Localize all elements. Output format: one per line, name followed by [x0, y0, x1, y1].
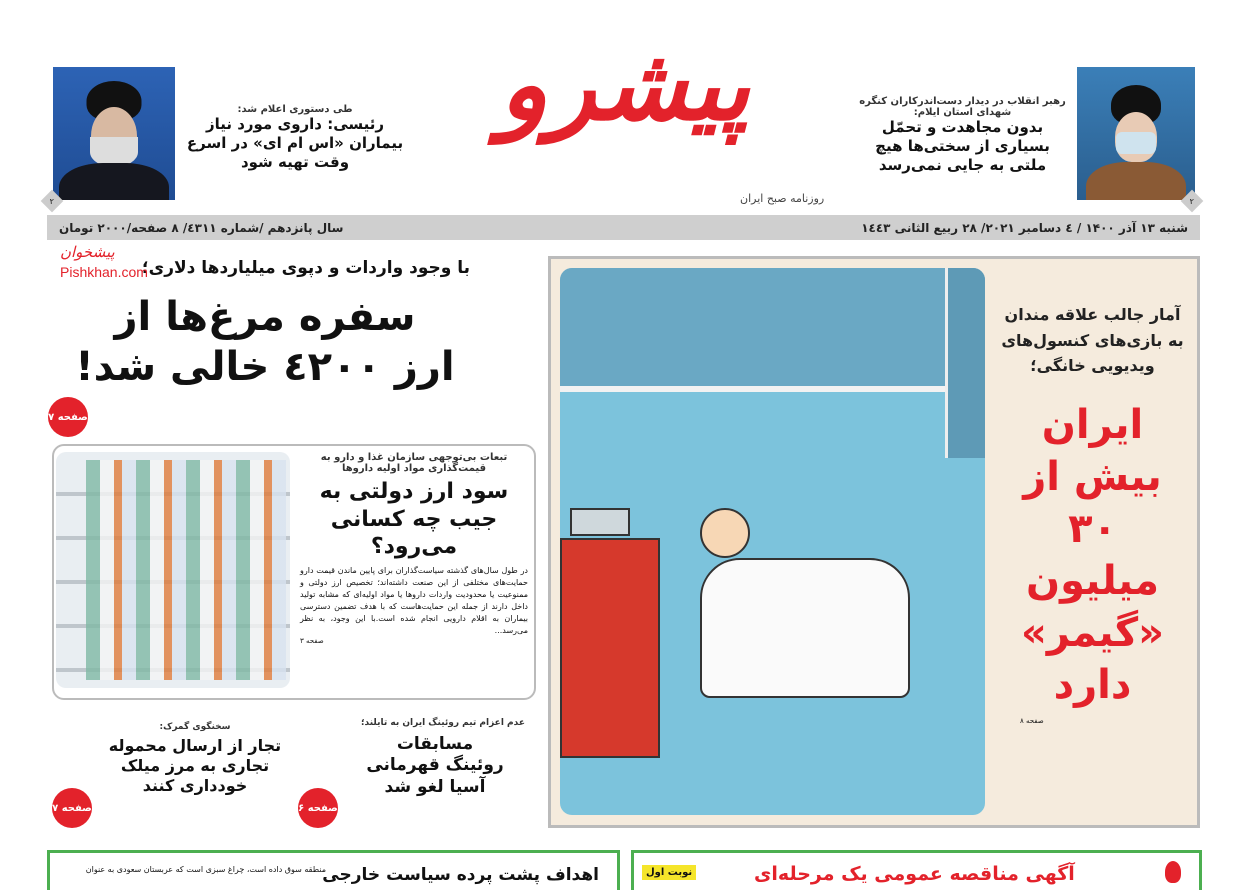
page-ref: صفحه ۸: [1020, 716, 1044, 725]
masthead-subtitle: روزنامه صبح ایران: [740, 192, 825, 205]
customs-story[interactable]: [100, 722, 290, 796]
headline-line-1: سفره مرغ‌ها از: [114, 294, 416, 340]
page-badge[interactable]: صفحه ۶: [298, 788, 338, 828]
leader-photo: [1077, 67, 1195, 200]
headline-line-2: ارز ٤۲۰۰ خالی شد!: [75, 344, 455, 390]
headline: ایران بیش از ۳۰ میلیون «گیمر» دارد: [1021, 401, 1164, 708]
kicker: آمار جالب علاقه مندان به بازی‌های کنسول‌های ویدیویی خانگی؛: [1001, 305, 1184, 376]
body-text: در طول سال‌های گذشته سیاست‌گذاران برای پایین ماندن قیمت دارو حمایت‌های مختلفی از این صنعت داشته‌اند؛ تخصیص ارز دولتی و ممنوعیت یا محدودیت واردات داروها یا مواد اولیه‌ای که مشابه تولید داخل دارند از جمله این حمایت‌هاست که با هدف تضمین دسترسی بیماران به اقلام دارویی انجام شده است.با این وجود، به نظر می‌رسد...: [300, 565, 528, 635]
bottom-left-box[interactable]: [47, 850, 620, 890]
kicker: با وجود واردات و دپوی میلیاردها دلاری؛: [141, 258, 470, 278]
bottom-right-box[interactable]: [631, 850, 1202, 890]
kicker: سخنگوی گمرک:: [159, 722, 231, 732]
page-marker: ۲: [41, 190, 64, 213]
kicker: رهبر انقلاب در دیدار دست‌اندرکاران کنگره شهدای استان ایلام:: [859, 96, 1066, 118]
watermark: Pishkhan.com: [60, 264, 148, 280]
pharmacy-shelf-photo: [56, 452, 290, 688]
body-text: منطقه سوق داده است، چراغ سبزی است که عربستان سعودی به عنوان: [85, 865, 326, 874]
page-marker: ۲: [1181, 190, 1204, 213]
headline: سود ارز دولتی به جیب چه کسانی می‌رود؟: [319, 479, 509, 559]
cartoon-illustration: [560, 268, 985, 815]
watermark-fa: پیشخوان: [60, 243, 115, 261]
president-photo: [53, 67, 175, 200]
rowing-story[interactable]: [345, 718, 525, 798]
cartoon-story-text: [995, 302, 1190, 725]
date-info: شنبه ۱۳ آذر ۱۴۰۰ / ٤ دسامبر ۲۰۲۱/ ۲۸ ربیع الثانی ۱٤٤۳: [861, 220, 1188, 235]
top-right-story[interactable]: [855, 96, 1070, 174]
headline: بدون مجاهدت و تحمّل بسیاری از سختی‌ها هیچ ملتی به جایی نمی‌رسد: [875, 118, 1050, 174]
headline: تجار از ارسال محموله تجاری به مرز میلک خودداری کنند: [108, 736, 282, 795]
date-bar: [47, 215, 1200, 240]
flame-icon: [1165, 861, 1181, 883]
kicker: طی دستوری اعلام شد:: [237, 104, 353, 115]
headline: آگهی مناقصه عمومی یک مرحله‌ای: [754, 863, 1075, 885]
page-ref: صفحه ۳: [300, 636, 324, 645]
kicker: عدم اعزام تیم روئینگ ایران به تایلند؛: [360, 718, 525, 728]
issue-info: سال پانزدهم /شماره ٤۳۱۱/ ۸ صفحه/۲۰۰۰ تومان: [59, 220, 344, 235]
masthead-logo: پیشرو: [499, 26, 750, 143]
headline: مسابقات روئینگ قهرمانی آسیا لغو شد: [366, 734, 504, 797]
page-badge[interactable]: صفحه ۷: [52, 788, 92, 828]
headline: اهداف پشت پرده سیاست خارجی: [322, 865, 599, 885]
headline: رئیسی: داروی مورد نیاز بیماران «اس ام ای» در اسرع وقت تهیه شود: [186, 115, 404, 171]
tag: نوبت اول: [642, 865, 696, 880]
page-badge[interactable]: صفحه ۷: [48, 397, 88, 437]
kicker: تبعات بی‌توجهی سازمان غذا و دارو به قیمت‌گذاری مواد اولیه داروها: [320, 452, 508, 474]
top-left-story[interactable]: [180, 104, 410, 171]
